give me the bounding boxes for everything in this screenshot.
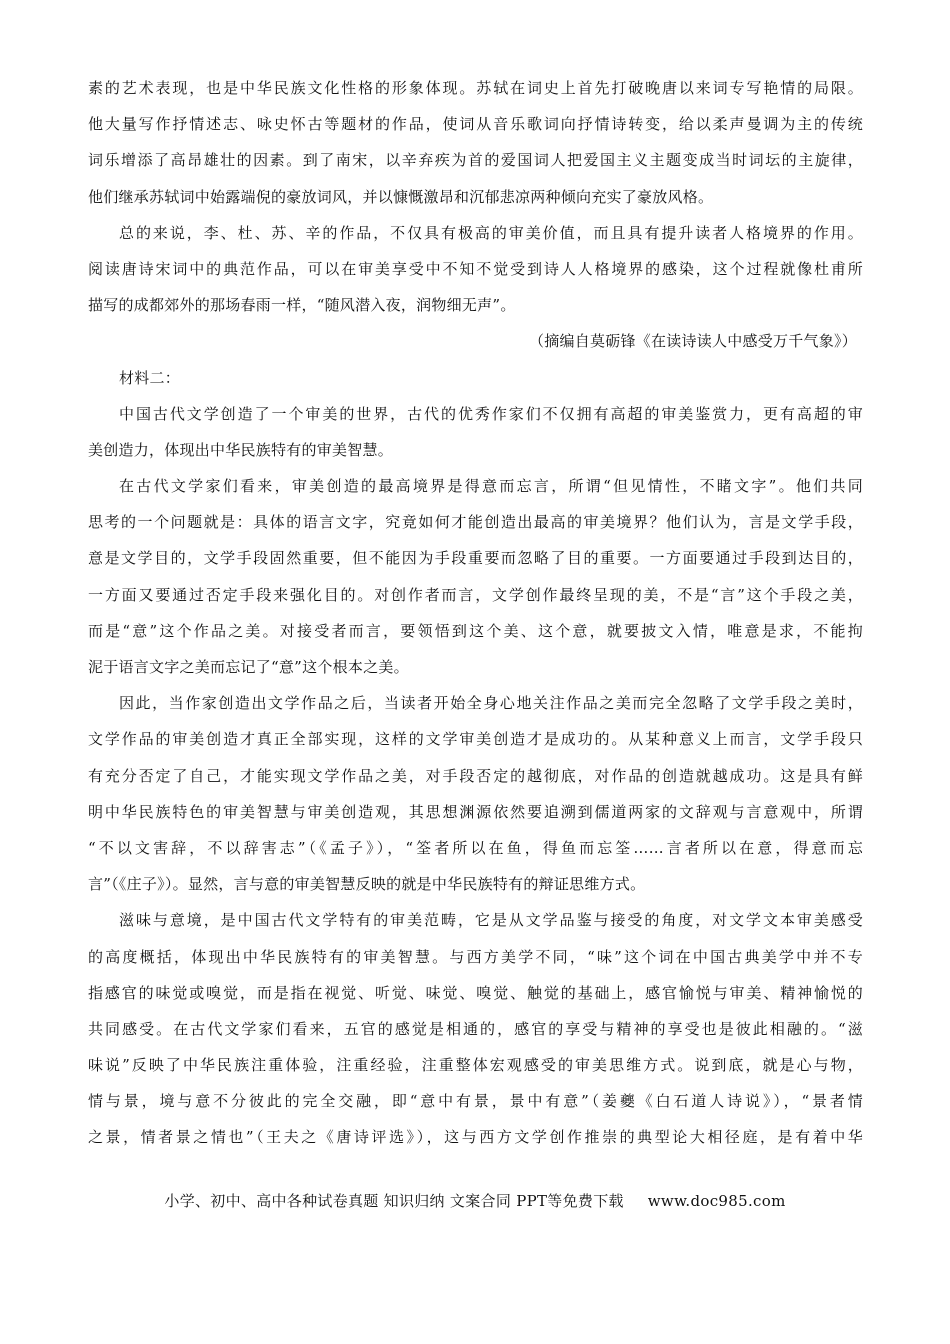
text-line: 滋味与意境，是中国古代文学特有的审美范畴，它是从文学品鉴与接受的角度，对文学文本审美感受 (119, 911, 863, 930)
page-footer (0, 1190, 950, 1211)
footer-text: 小学、初中、高中各种试卷真题 知识归纳 文案合同 PPT等免费下载 (164, 1192, 624, 1210)
source-citation (88, 323, 863, 359)
text-line: 词乐增添了高昂雄壮的因素。到了南宋，以辛弃疾为首的爱国词人把爱国主义主题变成当时词坛的主旋律， (88, 151, 863, 170)
text-line: 因此，当作家创造出文学作品之后，当读者开始全身心地关注作品之美而完全忽略了文学手段之美时， (119, 694, 863, 713)
text-line: 之景，情者景之情也”（王夫之《唐诗评选》），这与西方文学创作推崇的典型论大相径庭，是有着中华 (88, 1128, 863, 1147)
paragraph (88, 70, 863, 215)
text-line: 而是“意”这个作品之美。对接受者而言，要领悟到这个美、这个意，就要披文入情，唯意是求，不能拘 (88, 621, 863, 640)
text-line: 材料二： (119, 368, 181, 387)
text-line: 指感官的味觉或嗅觉，而是指在视觉、听觉、味觉、嗅觉、触觉的基础上，感官愉悦与审美、精神愉悦的 (88, 983, 863, 1002)
text-line: 他大量写作抒情述志、咏史怀古等题材的作品，使词从音乐歌词向抒情诗转变，给以柔声曼调为主的传统 (88, 115, 863, 134)
paragraph (88, 215, 863, 324)
text-line: “不以文害辞，不以辞害志”（《孟子》），“筌者所以在鱼，得鱼而忘筌……言者所以在意，得意而忘 (88, 838, 863, 857)
text-line: 中国古代文学创造了一个审美的世界，古代的优秀作家们不仅拥有高超的审美鉴赏力，更有高超的审 (119, 404, 863, 423)
text-line: 美创造力，体现出中华民族特有的审美智慧。 (88, 440, 394, 459)
text-line: 阅读唐诗宋词中的典范作品，可以在审美享受中不知不觉受到诗人人格境界的感染，这个过程就像杜甫所 (88, 259, 863, 278)
paragraph (88, 685, 863, 902)
text-line: 描写的成都郊外的那场春雨一样，“随风潜入夜，润物细无声”。 (88, 296, 516, 315)
paragraph (88, 396, 863, 468)
footer-url[interactable]: www.doc985.com (647, 1192, 786, 1210)
text-line: 的高度概括，体现出中华民族特有的审美智慧。与西方美学不同，“味”这个词在中国古典美学中并不专 (88, 947, 863, 966)
section-heading (88, 360, 863, 396)
text-line: 共同感受。在古代文学家们看来，五官的感觉是相通的，感官的享受与精神的享受也是彼此相融的。“滋 (88, 1019, 863, 1038)
text-line: 文学作品的审美创造才真正全部实现，这样的文学审美创造才是成功的。从某种意义上而言，文学手段只 (88, 730, 863, 749)
text-line: 他们继承苏轼词中始露端倪的豪放词风，并以慷慨激昂和沉郁悲凉两种倾向充实了豪放风格。 (88, 187, 714, 206)
text-line: 明中华民族特色的审美智慧与审美创造观，其思想渊源依然要追溯到儒道两家的文辞观与言意观中，所谓 (88, 802, 863, 821)
paragraph (88, 902, 863, 1155)
text-line: 在古代文学家们看来，审美创造的最高境界是得意而忘言，所谓“但见情性，不睹文字”。他们共同 (119, 477, 863, 496)
text-line: 一方面又要通过否定手段来强化目的。对创作者而言，文学创作最终呈现的美，不是“言”这个手段之美， (88, 585, 863, 604)
text-line: 素的艺术表现，也是中华民族文化性格的形象体现。苏轼在词史上首先打破晚唐以来词专写艳情的局限。 (88, 79, 863, 97)
text-line: 情与景，境与意不分彼此的完全交融，即“意中有景，景中有意”（姜夔《白石道人诗说》），“景者情 (88, 1092, 863, 1111)
article-body (88, 70, 863, 1156)
text-line: 意是文学目的，文学手段固然重要，但不能因为手段重要而忽略了目的重要。一方面要通过手段到达目的， (88, 549, 863, 568)
text-line: 味说”反映了中华民族注重体验，注重经验，注重整体宏观感受的审美思维方式。说到底，就是心与物， (88, 1056, 863, 1075)
text-line: 言”（《庄子》）。显然，言与意的审美智慧反映的就是中华民族特有的辩证思维方式。 (88, 875, 646, 894)
text-line: 总的来说，李、杜、苏、辛的作品，不仅具有极高的审美价值，而且具有提升读者人格境界的作用。 (119, 223, 863, 242)
paragraph (88, 468, 863, 685)
text-line: （摘编自莫砺锋《在读诗读人中感受万千气象》） (528, 332, 857, 351)
text-line: 思考的一个问题就是：具体的语言文字，究竟如何才能创造出最高的审美境界？他们认为，言是文学手段， (88, 513, 863, 532)
text-line: 泥于语言文字之美而忘记了“意”这个根本之美。 (88, 658, 409, 676)
text-line: 有充分否定了自己，才能实现文学作品之美，对手段否定的越彻底，对作品的创造就越成功。这是具有鲜 (88, 766, 863, 785)
